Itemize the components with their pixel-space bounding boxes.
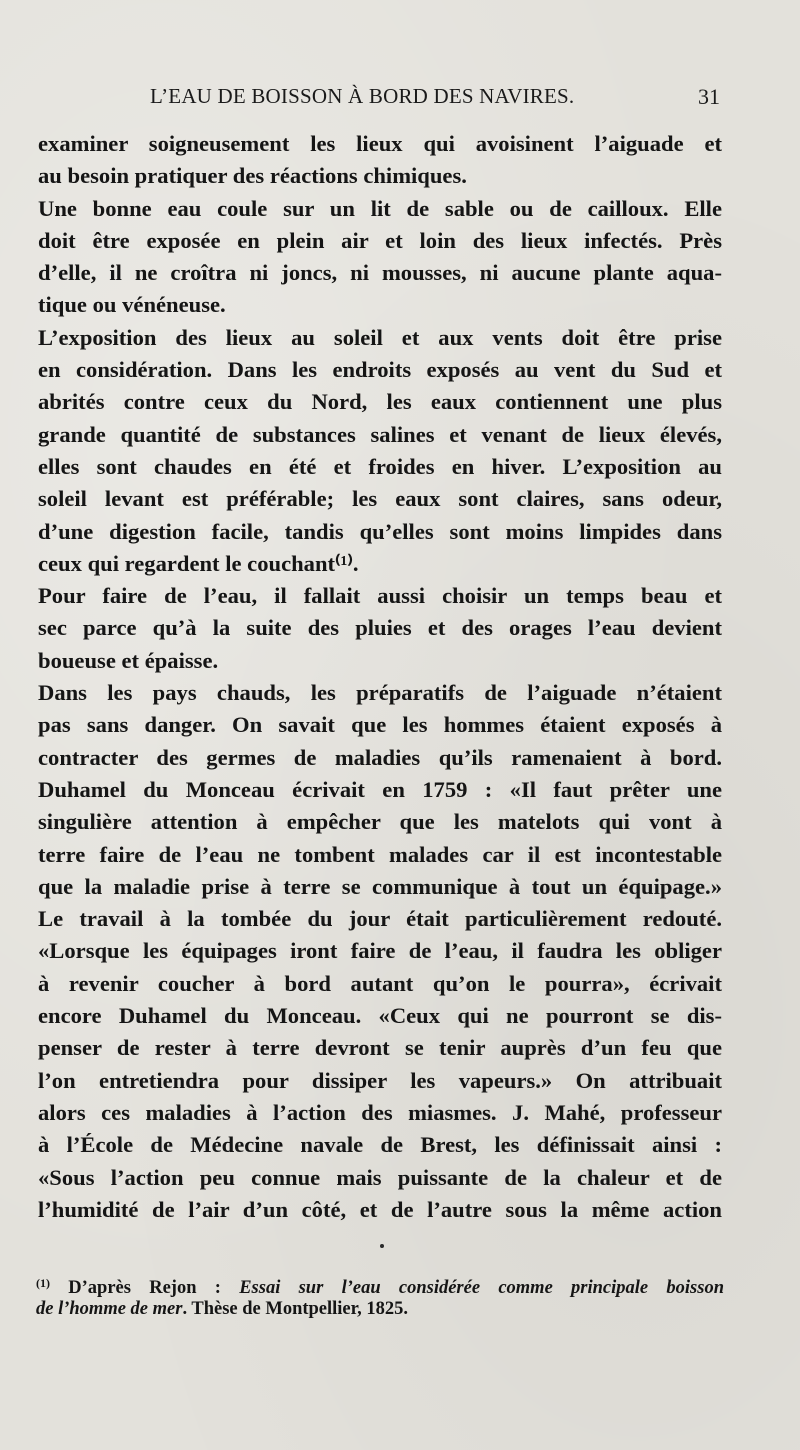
footnote-marker: (1) xyxy=(36,1276,50,1290)
footnote-cited-title-continued: de l’homme de mer xyxy=(36,1299,183,1319)
body-line: abrités contre ceux du Nord, les eaux contiennent une plus xyxy=(38,389,722,415)
body-line: l’humidité de l’air d’un côté, et de l’autre sous la même action xyxy=(38,1196,722,1222)
body-line: Une bonne eau coule sur un lit de sable ou de cailloux. Elle xyxy=(38,195,722,221)
body-line: Duhamel du Monceau écrivait en 1759 : «Il faut prêter une xyxy=(38,776,722,802)
body-line: Le travail à la tombée du jour était particulièrement redouté. xyxy=(38,906,722,932)
body-line: grande quantité de substances salines et venant de lieux élevés, xyxy=(38,421,722,447)
footnote xyxy=(36,1270,724,1322)
body-line: contracter des germes de maladies qu’ils ramenaient à bord. xyxy=(38,744,722,770)
body-text xyxy=(38,128,722,1226)
body-line: «Lorsque les équipages iront faire de l’eau, il faudra les obliger xyxy=(38,938,722,964)
body-line: Dans les pays chauds, les préparatifs de l’aiguade n’étaient xyxy=(38,680,722,706)
body-line: alors ces maladies à l’action des miasmes. J. Mahé, professeur xyxy=(38,1099,722,1125)
body-line: Pour faire de l’eau, il fallait aussi choisir un temps beau et xyxy=(38,583,722,609)
footnote-lead-text: D’après Rejon : xyxy=(50,1278,240,1298)
body-line: au besoin pratiquer des réactions chimiques. xyxy=(38,163,467,189)
body-line: d’elle, il ne croîtra ni joncs, ni mousses, ni aucune plante aqua- xyxy=(38,260,722,286)
footnote-separator-dot xyxy=(380,1244,384,1248)
running-title: L’EAU DE BOISSON À BORD DES NAVIRES. xyxy=(150,84,575,108)
page-header xyxy=(150,84,720,114)
body-line: à l’École de Médecine navale de Brest, les définissait ainsi : xyxy=(38,1132,722,1158)
body-line: singulière attention à empêcher que les matelots qui vont à xyxy=(38,809,722,835)
body-line: L’exposition des lieux au soleil et aux vents doit être prise xyxy=(38,324,722,350)
body-line: d’une digestion facile, tandis qu’elles sont moins limpides dans xyxy=(38,518,722,544)
footnote-citation-details: . Thèse de Montpellier, 1825. xyxy=(182,1299,409,1319)
body-line: tique ou vénéneuse. xyxy=(38,292,226,318)
footnote-line xyxy=(36,1296,724,1322)
body-line: terre faire de l’eau ne tombent malades car il est incontestable xyxy=(38,841,722,867)
body-line: elles sont chaudes en été et froides en hiver. L’exposition au xyxy=(38,453,722,479)
body-line: soleil levant est préférable; les eaux sont claires, sans odeur, xyxy=(38,486,722,512)
page-number: 31 xyxy=(698,84,720,109)
body-line: examiner soigneusement les lieux qui avoisinent l’aiguade et xyxy=(38,131,722,156)
body-line: à revenir coucher à bord autant qu’on le pourra», écrivait xyxy=(38,970,722,996)
body-line: «Sous l’action peu connue mais puissante de la chaleur et de xyxy=(38,1164,722,1190)
body-line: boueuse et épaisse. xyxy=(38,647,219,673)
body-line: pas sans danger. On savait que les hommes étaient exposés à xyxy=(38,712,722,738)
footnote-cited-title: Essai sur l’eau considérée comme principale boisson xyxy=(239,1278,724,1298)
body-line: ceux qui regardent le couchant⁽¹⁾. xyxy=(38,550,359,576)
body-line: que la maladie prise à terre se communique à tout un équipage.» xyxy=(38,873,722,899)
body-line: sec parce qu’à la suite des pluies et des orages l’eau devient xyxy=(38,615,722,641)
body-line: en considération. Dans les endroits exposés au vent du Sud et xyxy=(38,357,722,383)
body-line: doit être exposée en plein air et loin des lieux infectés. Près xyxy=(38,227,722,253)
body-line: l’on entretiendra pour dissiper les vapeurs.» On attribuait xyxy=(38,1067,722,1093)
body-line: penser de rester à terre devront se tenir auprès d’un feu que xyxy=(38,1035,722,1061)
body-line: encore Duhamel du Monceau. «Ceux qui ne pourront se dis- xyxy=(38,1003,722,1029)
footnote-line xyxy=(36,1270,724,1296)
